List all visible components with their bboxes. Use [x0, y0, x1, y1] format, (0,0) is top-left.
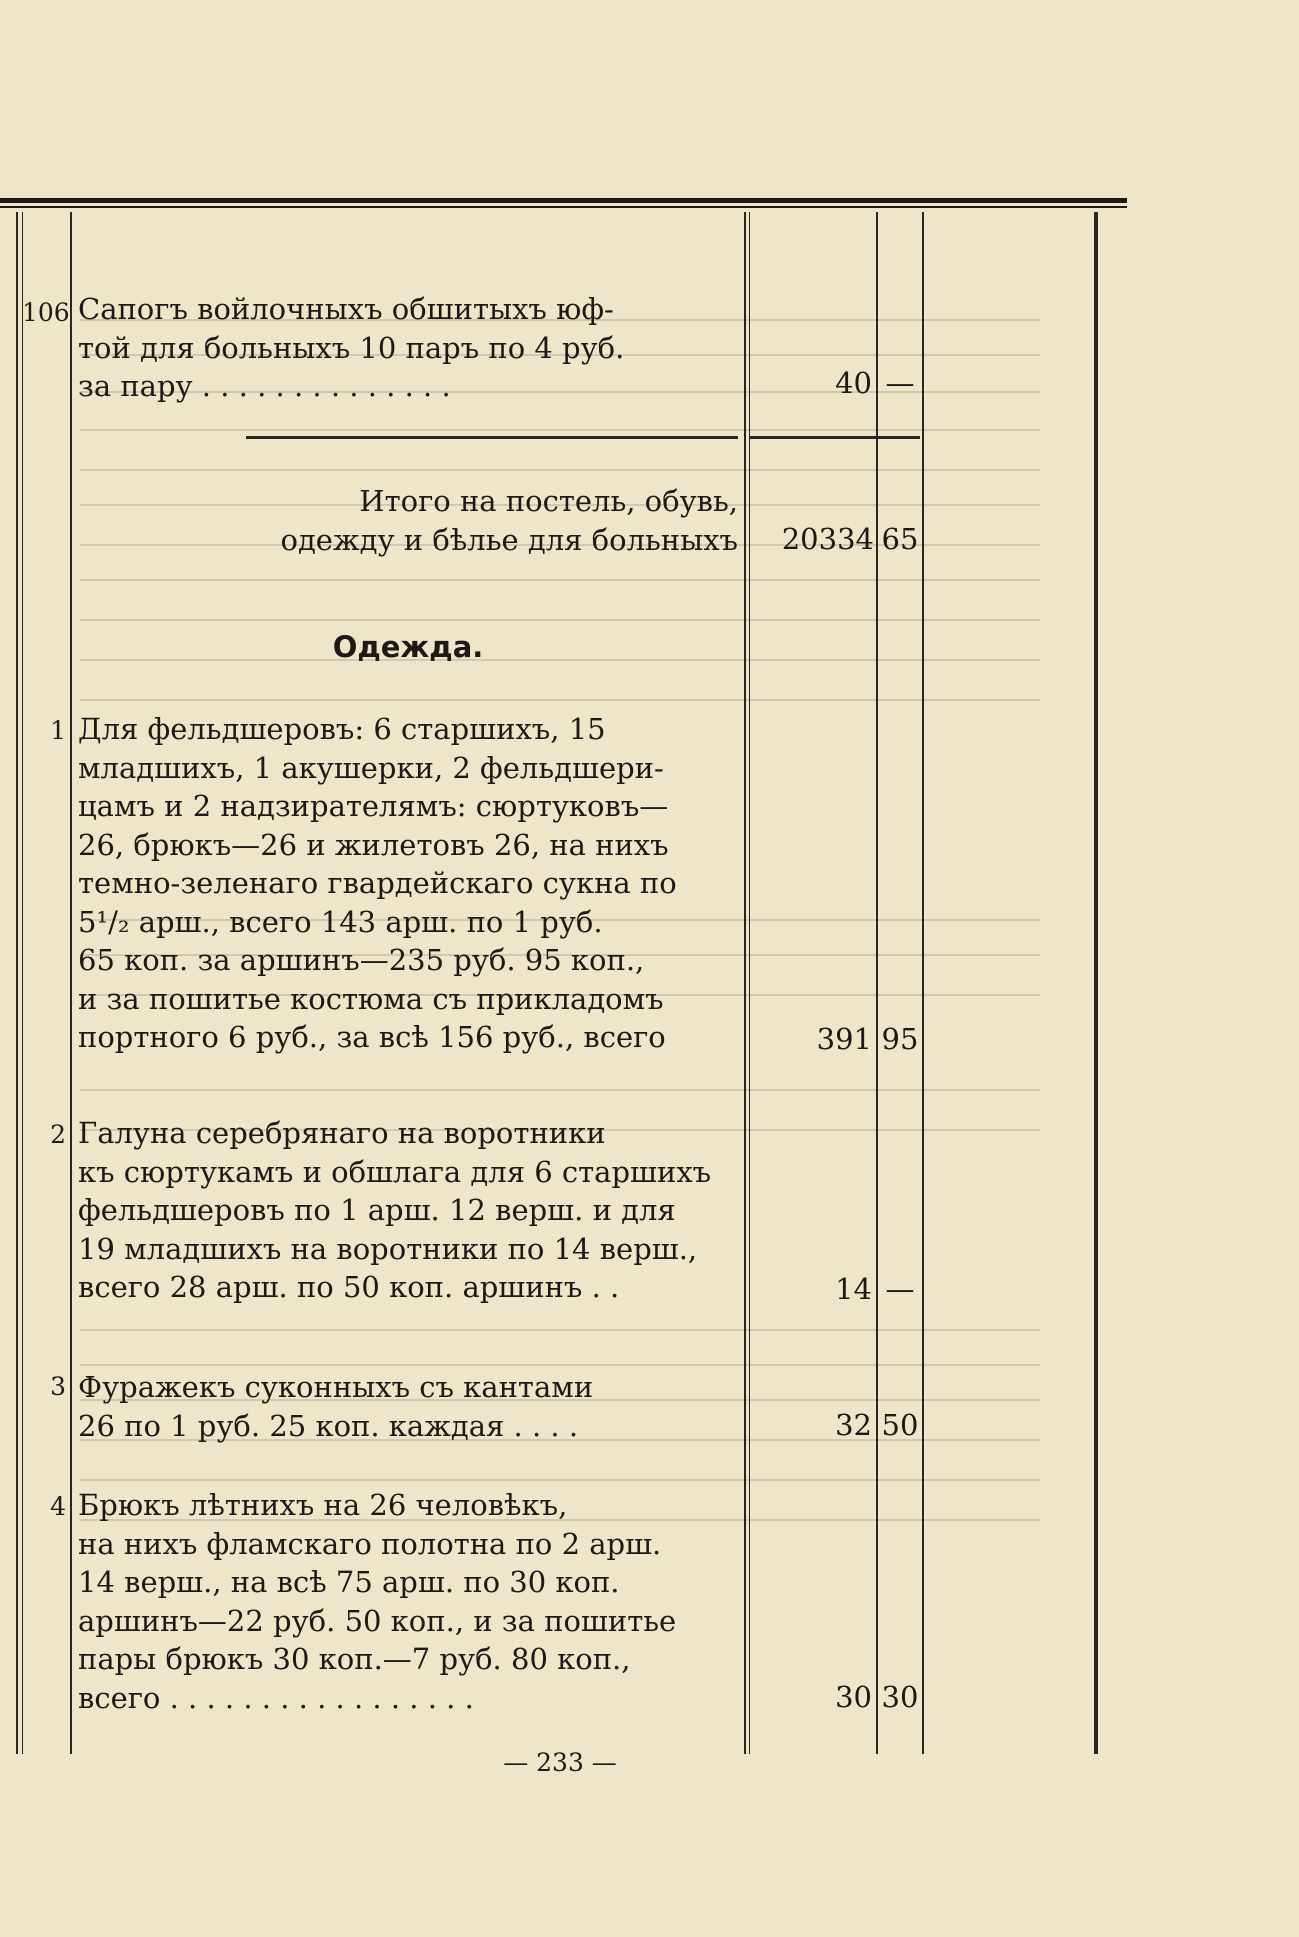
- right-border-line: [1094, 212, 1098, 1754]
- subtotal-rule: [246, 436, 738, 439]
- left-border-line: [16, 212, 18, 1754]
- entry-number: 1: [50, 716, 66, 745]
- entry-text: Брюкъ лѣтнихъ на 26 человѣкъ, на нихъ фламскаго полотна по 2 арш. 14 верш., на всѣ 75 арш. по 30 коп. аршинъ—22 руб. 50 коп., и за пошитье пары брюкъ 30 коп.—7 руб. 80 коп., всего . . . . . . . . . . . . . . . . .: [78, 1488, 677, 1715]
- kop-column-line-right: [922, 212, 924, 1754]
- amount-column-line-left: [744, 212, 746, 1754]
- rub-kop-divider-line: [876, 212, 878, 1754]
- total-amount-rubles: 20334: [781, 522, 874, 556]
- entry-amount-rubles: 391: [816, 1022, 872, 1056]
- total-amount-kopecks: 65: [881, 522, 919, 556]
- entry-text: Галуна серебрянаго на воротники къ сюртукамъ и обшлага для 6 старшихъ фельдшеровъ по 1 арш. 12 верш. и для 19 младшихъ на воротники по 14 верш., всего 28 арш. по 50 коп. аршинъ . .: [78, 1116, 712, 1304]
- entry-amount-kopecks: —: [885, 1272, 915, 1306]
- page-number: — 233 —: [503, 1748, 617, 1777]
- entry-number: 3: [50, 1372, 66, 1401]
- entry-number: 2: [50, 1120, 66, 1149]
- entry-number: 106: [22, 298, 70, 327]
- top-rule-thin: [0, 206, 1127, 208]
- entry-amount-kopecks: 50: [881, 1408, 919, 1442]
- entry-amount-rubles: 32: [835, 1408, 872, 1442]
- entry-text: Для фельдшеровъ: 6 старшихъ, 15 младшихъ, 1 акушерки, 2 фельдшери- цамъ и 2 надзирателямъ: сюртуковъ— 26, брюкъ—26 и жилетовъ 26, на нихъ темно-зеленаго гвардейскаго сукна по 5¹/₂ арш., всего 143 арш. по 1 руб. 65 коп. за аршинъ—235 руб. 95 коп., и за пошитье костюма съ прикладомъ портного 6 руб., за всѣ 156 руб., всего: [78, 712, 677, 1054]
- entry-amount-rubles: 14: [835, 1272, 872, 1306]
- entry-amount-rubles: 40: [835, 366, 872, 400]
- entry-amount-kopecks: 95: [881, 1022, 919, 1056]
- subtotal-rule-amount: [750, 436, 920, 439]
- total-text: Итого на постель, обувь, одежду и бѣлье для больныхъ: [280, 484, 738, 557]
- entry-amount-rubles: 30: [835, 1680, 872, 1714]
- entry-amount-kopecks: —: [885, 366, 915, 400]
- top-rule-thick: [0, 198, 1127, 203]
- entry-text: Сапогъ войлочныхъ обшитыхъ юф- той для больныхъ 10 паръ по 4 руб. за пару . . . . . . . . . . . . . .: [78, 292, 625, 403]
- number-column-line: [70, 212, 72, 1754]
- section-heading: Одежда.: [332, 630, 484, 664]
- amount-column-line-left-inner: [749, 212, 750, 1754]
- entry-text: Фуражекъ суконныхъ съ кантами 26 по 1 руб. 25 коп. каждая . . . .: [78, 1370, 594, 1443]
- entry-amount-kopecks: 30: [881, 1680, 919, 1714]
- entry-number: 4: [50, 1492, 66, 1521]
